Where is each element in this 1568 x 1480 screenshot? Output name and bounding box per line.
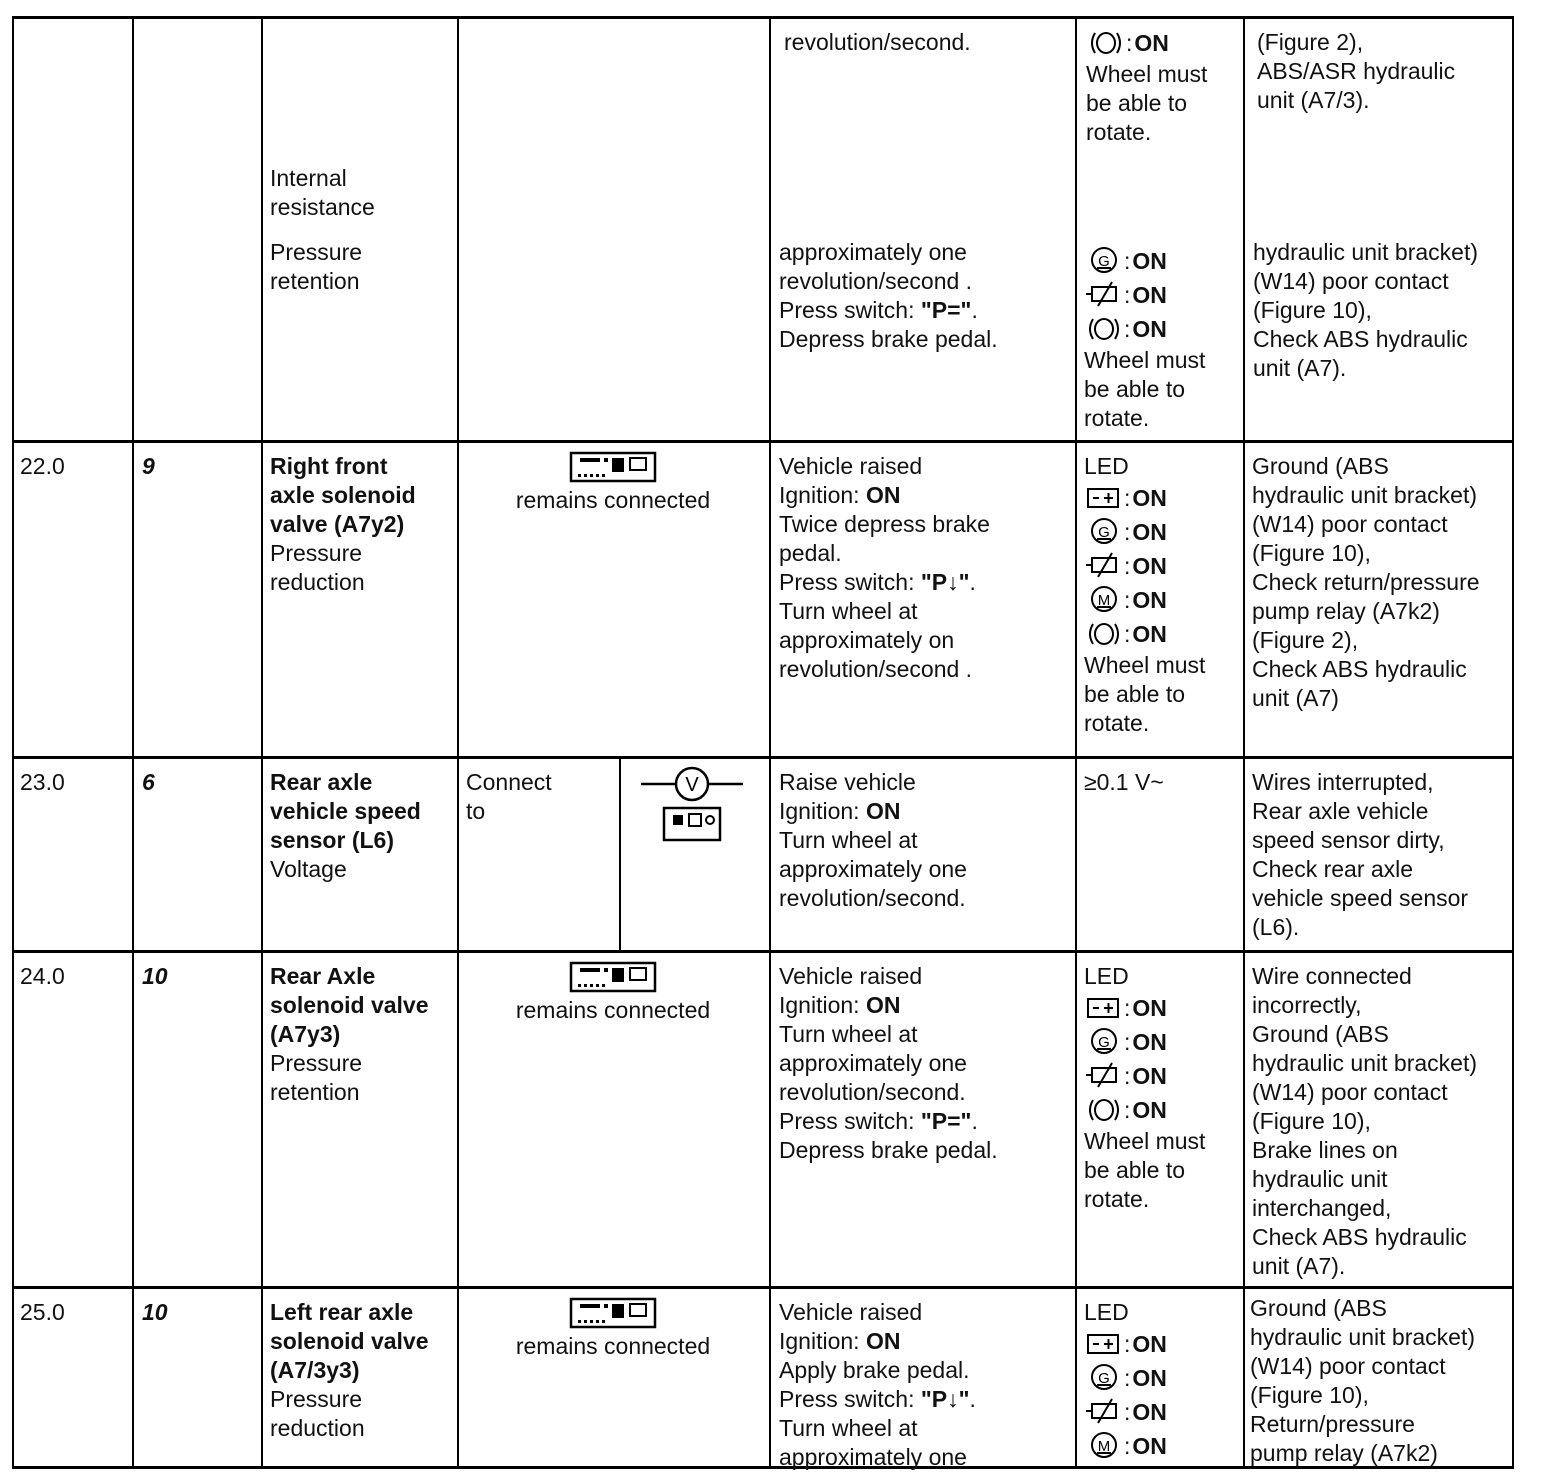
test-text: revolution/second.	[779, 1079, 966, 1105]
remedy-text: speed sensor dirty,	[1252, 827, 1445, 853]
component-name: Left rear axle	[270, 1299, 414, 1325]
voltmeter-icon	[637, 762, 747, 844]
component-name: Rear axle	[270, 769, 373, 795]
test-line	[779, 797, 1069, 826]
test-line	[779, 1327, 1069, 1356]
test-line	[779, 1020, 1069, 1049]
test-text: Turn wheel at	[779, 827, 918, 853]
component-text: retention	[270, 268, 360, 294]
voltmeter	[637, 762, 747, 849]
led-state: ON	[1132, 994, 1167, 1021]
test-text: Press switch:	[779, 297, 921, 323]
remedy-text: Check ABS hydraulic	[1253, 326, 1468, 352]
connection-cell	[466, 768, 616, 826]
nominal-text: Wheel must	[1084, 1128, 1206, 1154]
test-cell	[779, 768, 1069, 913]
remedy-cell	[1253, 238, 1508, 383]
column-divider	[619, 756, 621, 950]
test-text: .	[971, 1108, 978, 1134]
remedy-text: interchanged,	[1252, 1195, 1392, 1221]
nominal-text: rotate.	[1084, 1186, 1150, 1212]
nominal-text: be able to	[1086, 90, 1188, 116]
battery-icon	[1084, 483, 1124, 513]
nominal-value: ≥0.1 V~	[1084, 769, 1164, 795]
tester-icon	[568, 450, 658, 484]
separator: :	[1124, 518, 1131, 545]
remedy-text: (L6).	[1252, 914, 1300, 940]
battery-icon	[1084, 1329, 1124, 1359]
led-indicator	[1084, 1093, 1239, 1127]
connection-text: Connect	[466, 769, 552, 795]
remedy-text: (W14) poor contact	[1250, 1353, 1446, 1379]
separator: :	[1124, 552, 1131, 579]
component-cell	[270, 452, 455, 597]
test-keyword: ON	[865, 1328, 901, 1354]
test-line	[779, 568, 1069, 597]
test-line	[779, 452, 1069, 481]
component-test: Pressure	[270, 540, 363, 566]
pin-text: 6	[142, 769, 155, 795]
test-text: Turn wheel at	[779, 1021, 918, 1047]
led-indicator	[1084, 244, 1239, 278]
remedy-text: hydraulic unit bracket)	[1253, 239, 1478, 265]
test-text: approximately on	[779, 627, 955, 653]
led-header: LED	[1084, 1299, 1129, 1325]
valve-icon	[1084, 1397, 1124, 1427]
remedy-text: Rear axle vehicle	[1252, 798, 1429, 824]
column-divider	[12, 16, 14, 1468]
led-indicator	[1084, 1059, 1239, 1093]
remedy-text: hydraulic unit bracket)	[1252, 1050, 1477, 1076]
led-state: ON	[1132, 1028, 1167, 1055]
pin-text: 10	[142, 1299, 168, 1325]
nominal-text: be able to	[1084, 1157, 1186, 1183]
led-indicator	[1086, 26, 1241, 60]
test-text: revolution/second.	[784, 29, 971, 55]
test-line	[779, 1385, 1069, 1414]
nominal-text: rotate.	[1084, 405, 1150, 431]
test-line	[779, 325, 1069, 354]
led-state: ON	[1132, 586, 1167, 613]
test-line	[779, 1049, 1069, 1078]
led-state: ON	[1132, 315, 1167, 342]
test-text: Press switch:	[779, 1386, 921, 1412]
test-text: Ignition:	[779, 1328, 866, 1354]
led-state: ON	[1132, 281, 1167, 308]
separator: :	[1124, 484, 1131, 511]
remedy-text: (Figure 2),	[1257, 29, 1364, 55]
row-divider	[12, 1286, 1514, 1289]
component-name: Rear Axle	[270, 963, 376, 989]
component-name: Right front	[270, 453, 388, 479]
column-divider	[457, 16, 459, 1468]
test-text: Press switch:	[779, 569, 921, 595]
test-text: pedal.	[779, 540, 842, 566]
remedy-text: Check return/pressure	[1252, 569, 1480, 595]
test-text: Vehicle raised	[779, 453, 923, 479]
wheel-icon	[1084, 1095, 1124, 1125]
component-name: axle solenoid	[270, 482, 416, 508]
connection-text: remains connected	[515, 487, 711, 513]
component-test: reduction	[270, 1415, 365, 1441]
generator-icon	[1084, 1027, 1124, 1057]
test-line	[779, 962, 1069, 991]
test-text: Twice depress brake	[779, 511, 990, 537]
test-text: revolution/second .	[779, 268, 973, 294]
led-state: ON	[1132, 1330, 1167, 1357]
led-indicator	[1084, 583, 1239, 617]
nominal-text: Wheel must	[1084, 652, 1206, 678]
component-text: Pressure	[270, 239, 363, 265]
nominal-text: rotate.	[1086, 119, 1152, 145]
test-text: Press switch:	[779, 1108, 921, 1134]
remedy-text: (W14) poor contact	[1252, 1079, 1448, 1105]
component-text: resistance	[270, 194, 375, 220]
remedy-text: incorrectly,	[1252, 992, 1362, 1018]
test-line	[779, 884, 1069, 913]
svg-text:M: M	[1097, 1438, 1111, 1455]
test-line	[779, 626, 1069, 655]
remedy-text: ABS/ASR hydraulic	[1257, 58, 1456, 84]
led-indicator	[1084, 278, 1239, 312]
motor-icon	[1084, 585, 1124, 615]
led-indicator	[1084, 515, 1239, 549]
column-divider	[261, 16, 263, 1468]
led-state: ON	[1132, 620, 1167, 647]
nominal-text: Wheel must	[1084, 347, 1206, 373]
component-name: sensor (L6)	[270, 827, 394, 853]
component-cell	[270, 1298, 455, 1443]
remedy-text: unit (A7).	[1252, 1253, 1346, 1279]
nominal-text: be able to	[1084, 681, 1186, 707]
test-text: Ignition:	[779, 482, 866, 508]
remedy-text: (Figure 10),	[1252, 540, 1371, 566]
test-line	[779, 296, 1069, 325]
test-cell	[779, 452, 1069, 684]
component-name: (A7/3y3)	[270, 1357, 360, 1383]
test-cell	[779, 1298, 1069, 1472]
column-divider	[769, 16, 771, 1468]
remedy-text: Ground (ABS	[1252, 453, 1389, 479]
test-text: revolution/second .	[779, 656, 973, 682]
test-line	[779, 1356, 1069, 1385]
pin-number	[142, 1298, 242, 1327]
test-keyword: ON	[865, 992, 901, 1018]
test-text: Raise vehicle	[779, 769, 916, 795]
nominal-cell	[1084, 768, 1239, 797]
component-cell	[270, 238, 450, 296]
separator: :	[1124, 1028, 1131, 1055]
column-divider	[1075, 16, 1077, 1468]
connection-cell	[459, 960, 767, 1025]
test-line	[779, 238, 1069, 267]
remedy-text: unit (A7).	[1253, 355, 1347, 381]
test-text: Ignition:	[779, 798, 866, 824]
component-test: reduction	[270, 569, 365, 595]
led-indicator	[1084, 1327, 1239, 1361]
test-keyword: "P="	[920, 1108, 972, 1134]
connection-cell	[459, 450, 767, 515]
remedy-cell	[1257, 28, 1507, 115]
led-indicator	[1084, 1395, 1239, 1429]
led-indicator	[1084, 312, 1239, 346]
remedy-text: pump relay (A7k2)	[1252, 598, 1440, 624]
remedy-text: Wire connected	[1252, 963, 1412, 989]
tester-icon	[568, 1296, 658, 1330]
component-name: valve (A7y2)	[270, 511, 405, 537]
svg-text:V: V	[685, 774, 699, 796]
test-text: .	[969, 569, 976, 595]
led-state: ON	[1132, 552, 1167, 579]
remedy-text: (Figure 2),	[1252, 627, 1359, 653]
remedy-text: hydraulic unit	[1252, 1166, 1388, 1192]
nominal-cell	[1084, 244, 1239, 433]
test-text: revolution/second.	[779, 885, 966, 911]
remedy-text: (Figure 10),	[1250, 1382, 1369, 1408]
motor-icon	[1084, 1431, 1124, 1461]
led-indicator	[1084, 549, 1239, 583]
test-line	[779, 991, 1069, 1020]
component-text: Internal	[270, 165, 347, 191]
component-name: vehicle speed	[270, 798, 421, 824]
svg-text:G: G	[1098, 1370, 1110, 1387]
led-state: ON	[1132, 1096, 1167, 1123]
separator: :	[1124, 1330, 1131, 1357]
test-line	[779, 481, 1069, 510]
component-cell	[270, 164, 450, 222]
led-indicator	[1084, 617, 1239, 651]
test-text: .	[969, 1386, 976, 1412]
test-text: Depress brake pedal.	[779, 326, 998, 352]
remedy-text: hydraulic unit bracket)	[1250, 1324, 1475, 1350]
separator: :	[1124, 1432, 1131, 1459]
test-text: approximately one	[779, 1050, 967, 1076]
remedy-text: (W14) poor contact	[1253, 268, 1449, 294]
column-divider	[1243, 16, 1245, 1468]
test-keyword: "P="	[920, 297, 972, 323]
remedy-text: Ground (ABS	[1252, 1021, 1389, 1047]
generator-icon	[1084, 1363, 1124, 1393]
remedy-text: vehicle speed sensor	[1252, 885, 1469, 911]
led-state: ON	[1132, 1398, 1167, 1425]
nominal-cell	[1086, 26, 1241, 147]
led-state: ON	[1132, 247, 1167, 274]
test-keyword: "P↓"	[920, 569, 970, 595]
led-indicator	[1084, 991, 1239, 1025]
test-line	[779, 1107, 1069, 1136]
generator-icon	[1084, 246, 1124, 276]
led-state: ON	[1132, 1432, 1167, 1459]
remedy-text: Brake lines on	[1252, 1137, 1398, 1163]
svg-text:M: M	[1097, 592, 1111, 609]
led-state: ON	[1132, 484, 1167, 511]
step-text: 24.0	[20, 963, 65, 989]
led-header: LED	[1084, 453, 1129, 479]
led-header: LED	[1084, 963, 1129, 989]
pin-text: 10	[142, 963, 168, 989]
remedy-cell	[1252, 768, 1510, 942]
svg-text:G: G	[1098, 524, 1110, 541]
component-name: solenoid valve	[270, 992, 429, 1018]
remedy-text: Return/pressure	[1250, 1411, 1415, 1437]
row-divider	[12, 950, 1514, 953]
led-state: ON	[1134, 29, 1169, 56]
component-name: (A7y3)	[270, 1021, 341, 1047]
led-state: ON	[1132, 518, 1167, 545]
remedy-cell	[1250, 1294, 1508, 1468]
remedy-text: (W14) poor contact	[1252, 511, 1448, 537]
nominal-text: be able to	[1084, 376, 1186, 402]
row-divider	[12, 756, 1514, 759]
component-name: solenoid valve	[270, 1328, 429, 1354]
test-text: approximately one	[779, 856, 967, 882]
step-number	[20, 768, 120, 797]
led-indicator	[1084, 1361, 1239, 1395]
separator: :	[1124, 1096, 1131, 1123]
row-divider	[12, 16, 1514, 19]
step-text: 25.0	[20, 1299, 65, 1325]
pin-text: 9	[142, 453, 155, 479]
nominal-text: rotate.	[1084, 710, 1150, 736]
test-line	[779, 768, 1069, 797]
test-line	[779, 510, 1069, 539]
valve-icon	[1084, 280, 1124, 310]
test-text: Ignition:	[779, 992, 866, 1018]
test-text: approximately one	[779, 239, 967, 265]
test-text: Apply brake pedal.	[779, 1357, 970, 1383]
battery-icon	[1084, 993, 1124, 1023]
remedy-text: unit (A7/3).	[1257, 87, 1370, 113]
led-indicator	[1084, 481, 1239, 515]
column-divider	[1512, 16, 1514, 1468]
connection-text: remains connected	[515, 997, 711, 1023]
separator: :	[1126, 29, 1133, 56]
nominal-cell	[1084, 1298, 1239, 1463]
test-text: approximately one	[779, 1444, 967, 1470]
step-text: 23.0	[20, 769, 65, 795]
test-text: Vehicle raised	[779, 1299, 923, 1325]
remedy-text: Check ABS hydraulic	[1252, 656, 1467, 682]
test-line	[779, 597, 1069, 626]
step-number	[20, 1298, 120, 1327]
pin-number	[142, 962, 242, 991]
remedy-cell	[1252, 452, 1510, 713]
test-cell	[779, 962, 1069, 1165]
led-indicator	[1084, 1429, 1239, 1463]
test-line	[779, 826, 1069, 855]
wheel-icon	[1084, 619, 1124, 649]
svg-text:G: G	[1098, 253, 1110, 270]
valve-icon	[1084, 551, 1124, 581]
test-cell	[784, 28, 1064, 57]
led-indicator	[1084, 1025, 1239, 1059]
component-test: Voltage	[270, 856, 347, 882]
test-cell	[779, 238, 1069, 354]
nominal-cell	[1084, 962, 1239, 1214]
column-divider	[132, 16, 134, 1468]
test-line	[779, 1443, 1069, 1472]
remedy-text: Check rear axle	[1252, 856, 1414, 882]
test-line	[779, 539, 1069, 568]
connection-text: to	[466, 798, 486, 824]
valve-icon	[1084, 1061, 1124, 1091]
test-keyword: "P↓"	[920, 1386, 970, 1412]
separator: :	[1124, 1062, 1131, 1089]
step-number	[20, 962, 120, 991]
led-state: ON	[1132, 1062, 1167, 1089]
connection-text: remains connected	[515, 1333, 711, 1359]
test-keyword: ON	[865, 798, 901, 824]
remedy-text: pump relay (A7k2)	[1250, 1440, 1438, 1466]
remedy-text: Ground (ABS	[1250, 1295, 1387, 1321]
pin-number	[142, 768, 242, 797]
remedy-text: unit (A7)	[1252, 685, 1339, 711]
remedy-cell	[1252, 962, 1510, 1281]
remedy-text: Check ABS hydraulic	[1252, 1224, 1467, 1250]
pin-number	[142, 452, 242, 481]
connection-cell	[459, 1296, 767, 1361]
separator: :	[1124, 994, 1131, 1021]
component-test: Pressure	[270, 1386, 363, 1412]
wheel-icon	[1084, 314, 1124, 344]
test-line	[779, 1414, 1069, 1443]
test-line	[779, 267, 1069, 296]
test-line	[779, 855, 1069, 884]
test-keyword: ON	[865, 482, 901, 508]
test-text: Depress brake pedal.	[779, 1137, 998, 1163]
remedy-text: hydraulic unit bracket)	[1252, 482, 1477, 508]
test-text: .	[971, 297, 978, 323]
separator: :	[1124, 586, 1131, 613]
test-line	[779, 1078, 1069, 1107]
test-text: Vehicle raised	[779, 963, 923, 989]
generator-icon	[1084, 517, 1124, 547]
component-test: retention	[270, 1079, 360, 1105]
step-number	[20, 452, 120, 481]
separator: :	[1124, 1364, 1131, 1391]
component-test: Pressure	[270, 1050, 363, 1076]
test-text: Turn wheel at	[779, 1415, 918, 1441]
tester-icon	[568, 960, 658, 994]
separator: :	[1124, 620, 1131, 647]
component-cell	[270, 962, 455, 1107]
test-line	[779, 1298, 1069, 1327]
step-text: 22.0	[20, 453, 65, 479]
component-cell	[270, 768, 455, 884]
separator: :	[1124, 315, 1131, 342]
remedy-text: (Figure 10),	[1253, 297, 1372, 323]
separator: :	[1124, 247, 1131, 274]
test-text: Turn wheel at	[779, 598, 918, 624]
led-state: ON	[1132, 1364, 1167, 1391]
separator: :	[1124, 1398, 1131, 1425]
separator: :	[1124, 281, 1131, 308]
nominal-cell	[1084, 452, 1239, 738]
svg-text:G: G	[1098, 1034, 1110, 1051]
remedy-text: (Figure 10),	[1252, 1108, 1371, 1134]
row-divider	[12, 440, 1514, 443]
remedy-text: Wires interrupted,	[1252, 769, 1434, 795]
nominal-text: Wheel must	[1086, 61, 1208, 87]
test-line	[779, 1136, 1069, 1165]
test-line	[779, 655, 1069, 684]
wheel-icon	[1086, 28, 1126, 58]
